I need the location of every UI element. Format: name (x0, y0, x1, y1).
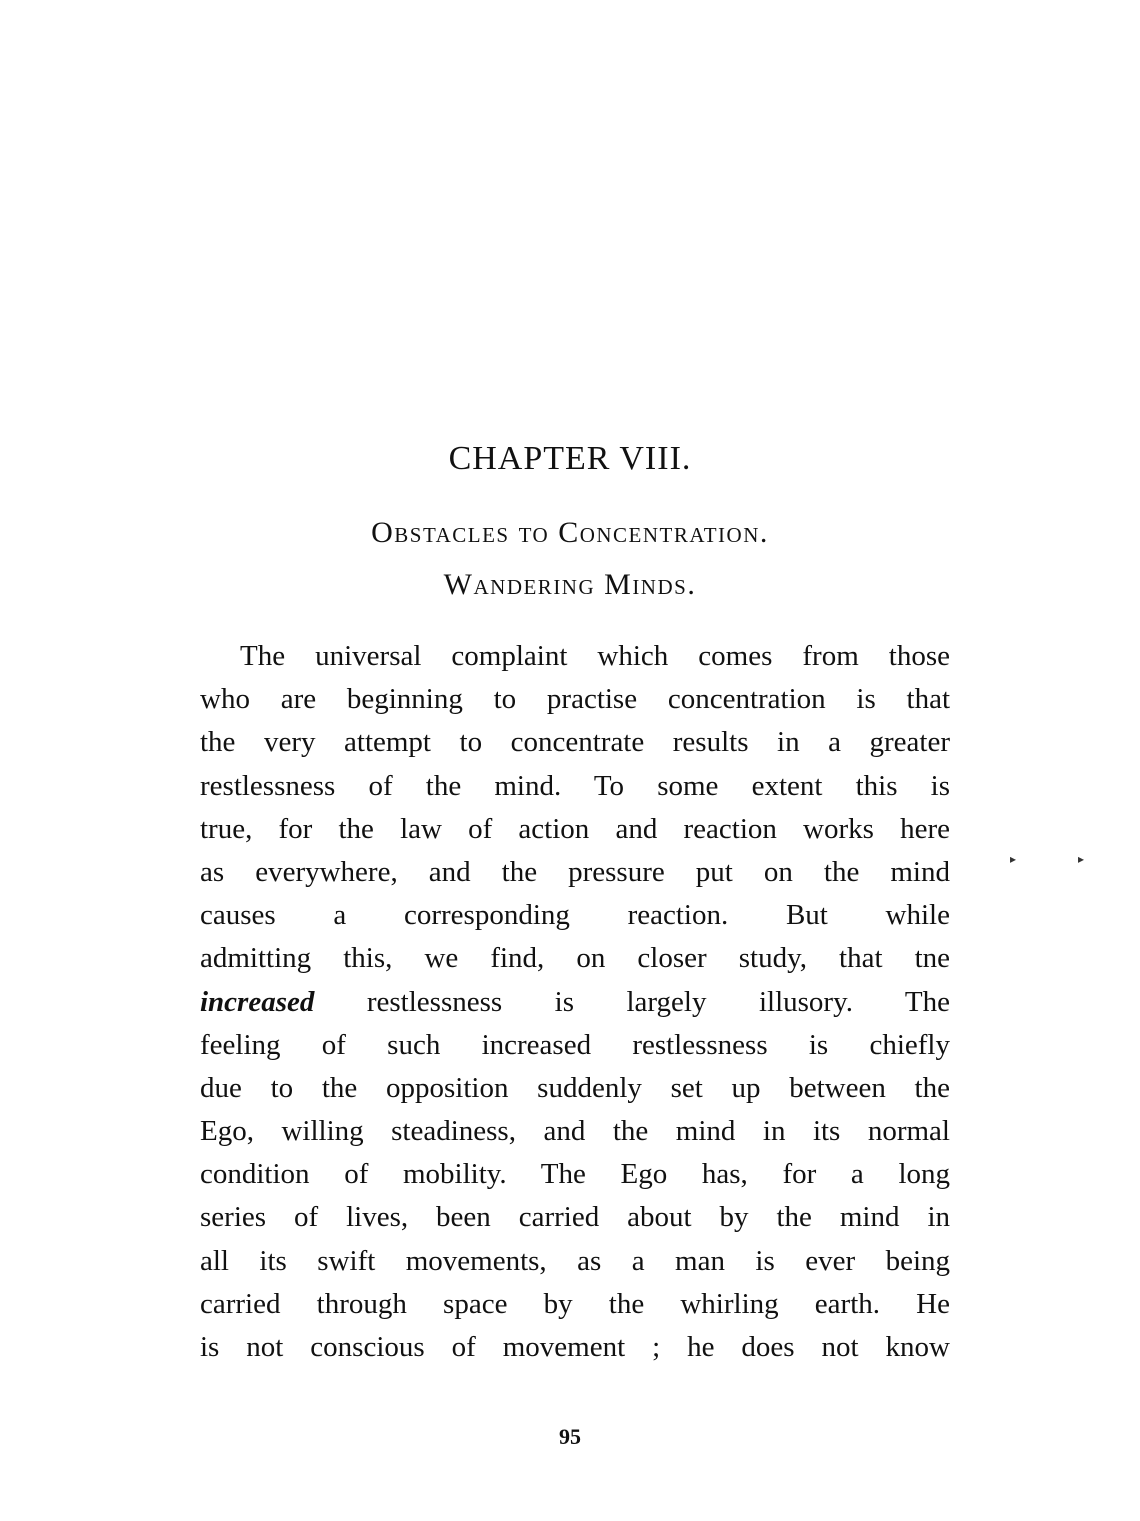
text-line: all its swift movements, as a man is ever being (200, 1244, 950, 1277)
body-paragraph (200, 635, 950, 1369)
emphasized-word: increased (200, 985, 315, 1018)
margin-mark: ▸ (1010, 852, 1017, 866)
text-line: admitting this, we find, on closer study, that tne (200, 942, 950, 975)
text-line: causes a corresponding reaction. But while (200, 899, 950, 932)
margin-mark: ▸ (1078, 852, 1085, 866)
text-line: feeling of such increased restlessness is chiefly (200, 1028, 950, 1061)
text-line: condition of mobility. The Ego has, for a long (200, 1158, 950, 1191)
section-subtitle: Wandering Minds. (443, 568, 697, 601)
page-number: 95 (559, 1424, 581, 1449)
text-line (200, 981, 950, 1024)
text-line-rest: restlessness is largely illusory. The (366, 985, 950, 1018)
text-line: carried through space by the whirling earth. He (200, 1287, 950, 1320)
text-line: true, for the law of action and reaction works here (200, 812, 950, 845)
text-line: The universal complaint which comes from those (240, 640, 950, 672)
text-line: as everywhere, and the pressure put on the mind (200, 855, 950, 888)
text-line: who are beginning to practise concentration is that (200, 683, 950, 716)
text-line: the very attempt to concentrate results in a greater (200, 726, 950, 759)
text-line: is not conscious of movement ; he does not know (200, 1331, 950, 1363)
chapter-heading: CHAPTER VIII. (448, 440, 692, 477)
text-line: due to the opposition suddenly set up between the (200, 1071, 950, 1104)
text-line: restlessness of the mind. To some extent this is (200, 769, 950, 802)
chapter-subtitle: Obstacles to Concentration. (371, 516, 769, 549)
text-line: Ego, willing steadiness, and the mind in its normal (200, 1115, 950, 1148)
text-line: series of lives, been carried about by the mind in (200, 1201, 950, 1234)
